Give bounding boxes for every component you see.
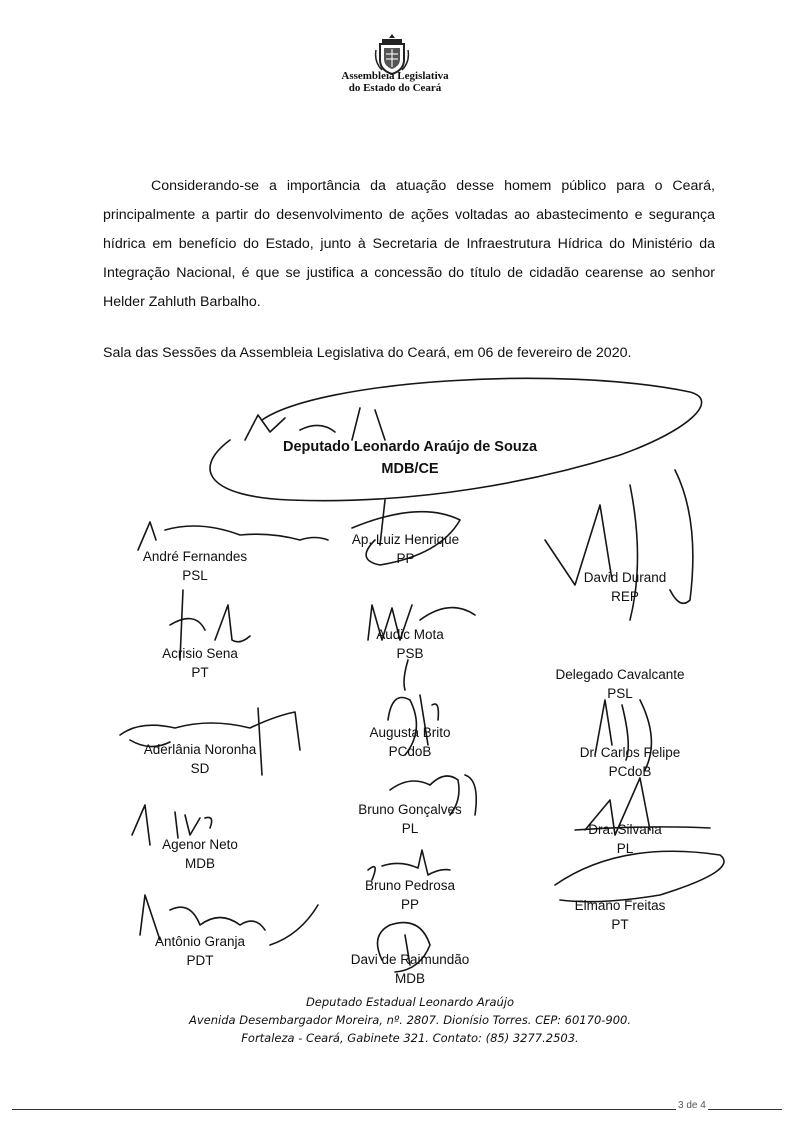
signatory-party: MDB (395, 971, 425, 986)
signatory-name: Acrisio Sena (162, 646, 238, 661)
footer-line-2: Avenida Desembargador Moreira, nº. 2807. Dionísio Torres. CEP: 60170-900. (188, 1013, 632, 1027)
signatory-name: David Durand (583, 570, 667, 585)
signature-andre-fernandes (138, 522, 328, 550)
signature-block-main (270, 436, 550, 480)
signatory-party: MDB/CE (381, 461, 439, 477)
signatory-party: SD (190, 761, 210, 776)
signatory-party: PSL (182, 568, 208, 583)
signatory-party: PL (401, 821, 419, 836)
signatory-party: REP (611, 589, 639, 604)
signatory-party: PP (400, 897, 419, 912)
institution-line-1: Assembleia Legislativa (341, 70, 449, 82)
signatory-name: Agenor Neto (162, 837, 238, 852)
signatory-name: Antônio Granja (154, 934, 246, 949)
signatory-name: Aderlânia Noronha (143, 742, 257, 757)
signatory-name: Audic Mota (376, 627, 444, 642)
page-number: 3 de 4 (678, 1100, 706, 1111)
signatory-name: Ap. Luiz Henrique (351, 532, 460, 547)
signature-block (325, 950, 495, 988)
signature-block (115, 547, 275, 585)
signature-block (335, 625, 485, 663)
signatory-party: PT (191, 665, 209, 680)
signature-block (540, 568, 710, 606)
signature-block (330, 876, 490, 914)
signatory-name: Bruno Pedrosa (364, 878, 456, 893)
footer-contact (150, 993, 670, 1047)
signature-block (115, 740, 285, 778)
signatory-party: PDT (186, 953, 214, 968)
signatory-party: PT (611, 917, 629, 932)
signatory-party: PCdoB (608, 764, 652, 779)
institution-line-2: do Estado do Ceará (348, 82, 442, 94)
signatory-party: PCdoB (388, 744, 432, 759)
signatory-name: Dra. Silvana (588, 822, 662, 837)
signatory-name: Augusta Brito (369, 725, 451, 740)
signature-block (540, 896, 700, 934)
place-date-line: Sala das Sessões da Assembleia Legislativa do Ceará, em 06 de fevereiro de 2020. (103, 345, 632, 361)
signature-block (560, 820, 690, 858)
signature-block (335, 723, 485, 761)
signatory-party: PSL (607, 686, 633, 701)
signature-block (125, 644, 275, 682)
bottom-rule (12, 1109, 782, 1110)
signature-block (318, 530, 493, 568)
signatory-name: Deputado Leonardo Araújo de Souza (282, 439, 538, 455)
signatory-party: PSB (396, 646, 424, 661)
signatory-party: PP (396, 551, 415, 566)
signature-block (530, 665, 710, 703)
signatory-name: Bruno Gonçalves (358, 802, 462, 817)
signatory-name: Davi de Raimundão (350, 952, 470, 967)
signature-block (120, 835, 280, 873)
footer-line-3: Fortaleza - Ceará, Gabinete 321. Contato: (85) 3277.2503. (241, 1031, 579, 1045)
justification-paragraph (103, 172, 715, 317)
signature-block (115, 932, 285, 970)
institution-name (300, 70, 490, 94)
signatory-name: Delegado Cavalcante (555, 667, 685, 682)
signatory-name: Elmano Freitas (574, 898, 666, 913)
signatory-party: PL (616, 841, 634, 856)
footer-line-1: Deputado Estadual Leonardo Araújo (305, 995, 515, 1009)
paragraph-text: Considerando-se a importância da atuação desse homem público para o Ceará, principalmente a partir do desenvolvimento de ações voltadas ao abastecimento e segurança hídrica em benefício do Estado, junto à Secretaria de Infraestrutura Hídrica do Ministério da Integração Nacional, é que se justifica a concessão do título de cidadão cearense ao senhor Helder Zahluth Barbalho. (103, 178, 715, 310)
signatory-party: MDB (185, 856, 215, 871)
signature-block (330, 800, 490, 838)
signatory-name: Dr. Carlos Felipe (579, 745, 681, 760)
signature-block (545, 743, 715, 781)
signature-elmano-freitas (555, 851, 724, 901)
signatory-name: André Fernandes (142, 549, 248, 564)
